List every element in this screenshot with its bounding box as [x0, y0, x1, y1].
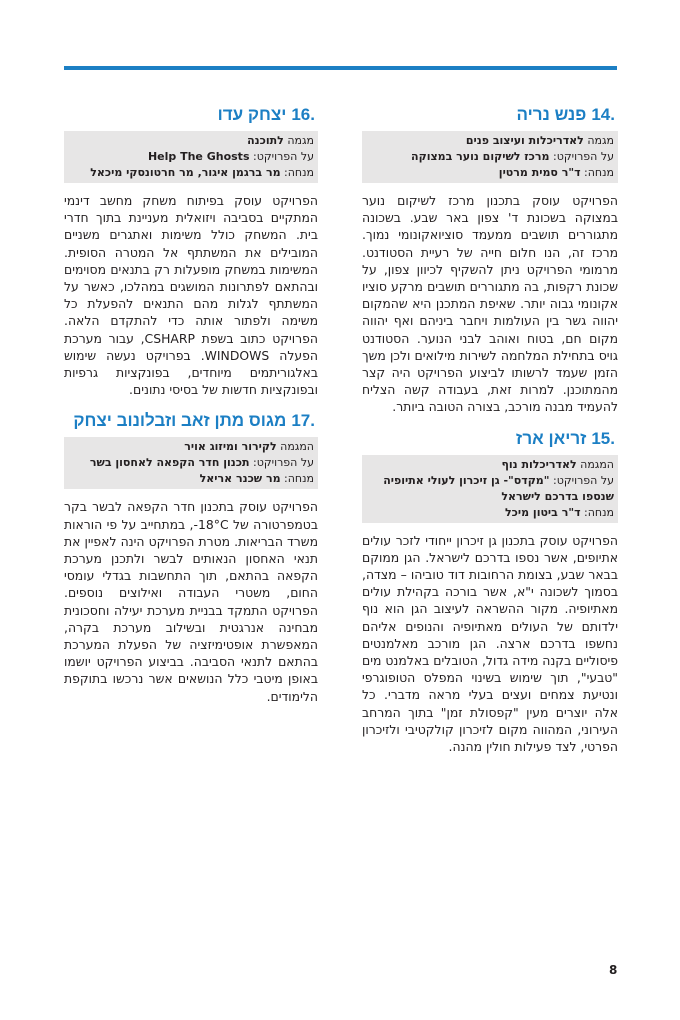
project-name: יצחק עדו	[217, 105, 287, 124]
info-track: המגמה לאדריכלות נוף	[501, 457, 614, 471]
project-title	[64, 104, 318, 126]
project-number: .17	[291, 411, 315, 431]
project-16	[64, 104, 318, 398]
right-column	[362, 104, 618, 755]
project-title	[64, 410, 318, 432]
info-about: על הפרויקט: מרכז לשיקום נוער במצוקה	[411, 150, 614, 163]
info-track: המגמה לקירור ומיזוג אויר	[184, 440, 314, 454]
info-about: על הפרויקט: Help The Ghosts	[147, 150, 314, 163]
project-name: פנש נריה	[516, 105, 587, 124]
project-info-box	[64, 437, 318, 489]
left-column	[64, 104, 318, 705]
project-name: מגוס מתן זאב וזבלונוב יצחק	[73, 411, 287, 431]
project-title	[362, 428, 618, 450]
project-description: הפרויקט עוסק בפיתוח משחק מחשב דינמי המתקיים בסביבה ויזואלית מעניינת בתוך חדרי בית. המשחק כולל משימות ואתגרים משניים המובילים את המשתתף אל המטרה הסופית. המשימות במשחק מופעלות רק בתנאים מסוימים ובהתאם לפתרונות המושגים במהלכו, כאשר על המשתתף לגלות מהם התנאים להפעלת כל משימה ולפתור אותה כדי להתקדם הלאה. הפרויקט כתוב בשפת CSHARP, עבור מערכת הפעלה WINDOWS. בפרויקט נעשה שימוש באלגוריתמים מיוחדים, בפונקציות גרפיות ובפונקציות חדשות של בסיסי נתונים.	[64, 193, 318, 398]
project-number: .14	[591, 105, 615, 124]
info-advisor: מנחה: מר שכנר אריאל	[199, 472, 314, 486]
info-track: מגמה לתוכנה	[247, 134, 314, 147]
project-info-box	[64, 131, 318, 183]
page-number: 8	[609, 963, 618, 977]
info-about: על הפרויקט: "מקדס"- גן זיכרון לעולי אתיופיה שנספו בדרכם לישראל	[383, 473, 614, 503]
project-name: זריאן ארז	[515, 428, 587, 448]
project-info-box	[362, 131, 618, 183]
project-info-box	[362, 455, 618, 523]
project-description: הפרויקט עוסק בתכנון גן זיכרון ייחודי לזכר עולים אתיופים, אשר נספו בדרכם לישראל. הגן ממוקם בבאר שבע, בצומת הרחובות דוד טוביהו – מצדה, בסמוך לשכונה י"א, אשר בורכה בקהילת עולים מאתיופיה. מקור ההשראה לעיצוב הגן הוא נוף ילדותם של העולים מאתיופיה והנופים אליהם נחשפו בדרכם ארצה. הגן מורכב מאלמנטים פיסוליים בקנה מידה גדול, הטובלים באלמנט מים "טבעי", תוך שימוש בשינוי המפלס הטופוגרפי ונטיעת צמחים ועצים בעלי מראה מדברי. כל אלה יוצרים מעין "קפסולת זמן" בתוך המרחב העירוני, המהווה מקום לזיכרון קולקטיבי ולזיכרון הפרטי, לצד פעילות חולין מהנה.	[362, 532, 618, 755]
info-advisor: מנחה: מר ברגמן איגור, מר חרטונסקי מיכאל	[90, 166, 314, 179]
info-track: מגמה לאדריכלות ועיצוב פנים	[465, 134, 614, 147]
project-description: הפרויקט עוסק בתכנון מרכז לשיקום נוער במצוקה בשכונת ד' צפון באר שבע. בשכונה מתגוררים תושבים ממעמד סוציואקונומי נמוך. מרכז זה, הנו חלום חייה של רעיית הסטודנט. מרמומי הפרויקט ניתן להשקיף לכיוון צפון, על שכונת רקפות, בה מתגוררים תושבים מרקע סוציו אקונומי גבוה יותר. שאיפת המתכנן היא שהמקום יהווה גשר בין העולמות ויחבר ביניהם ואף יהווה מקום חם, בטוח ואוהב לבני הנוער. הסטודנט גויס בתחילת המלחמה לשירות מילואים ולכן משך הזמן שעמד לרשותו לביצוע הפרויקט היה קצר מהמתוכנן. למרות זאת, בעבודה קשה הצליח להעמיד מבנה מורכב, בצורה הטובה ביותר.	[362, 193, 618, 415]
top-rule	[64, 66, 617, 70]
project-description: הפרויקט עוסק בתכנון חדר הקפאה לבשר בקר בטמפרטורה של 18°C-, במתחייב על פי הוראות משרד הבריאות. מטרת הפרויקט הינה לאפיין את תנאי האחסון הנאותים לבשר ולתכנן מערכת הקפאה בהתאם, תוך התחשבות בגדלי עומסי החום, משטרי העבודה ואילוצים נוספים. הפרויקט התמקד בבניית מערכת יעילה וחסכונית מבחינה אנרגטית ובשילוב מערכת בקרה, המאפשרת אופטימיזציה של הפעלת המערכת בהתאם לתנאי הסביבה. בביצוע הפרויקט יושמו באופן מיטבי כלל הנושאים אשר נרכשו בתוקפת הלימודים.	[64, 499, 319, 704]
project-number: .16	[291, 105, 315, 124]
project-title	[362, 104, 618, 126]
project-number: .15	[591, 428, 615, 448]
info-advisor: מנחה: ד"ר סמית מרטין	[498, 166, 614, 179]
info-advisor: מנחה: ד"ר ביטון מיכל	[505, 505, 614, 519]
project-15	[362, 428, 618, 756]
info-about: על הפרויקט: תכנון חדר הקפאה לאחסון בשר	[89, 456, 314, 470]
project-17	[64, 410, 318, 704]
project-14	[362, 104, 618, 416]
